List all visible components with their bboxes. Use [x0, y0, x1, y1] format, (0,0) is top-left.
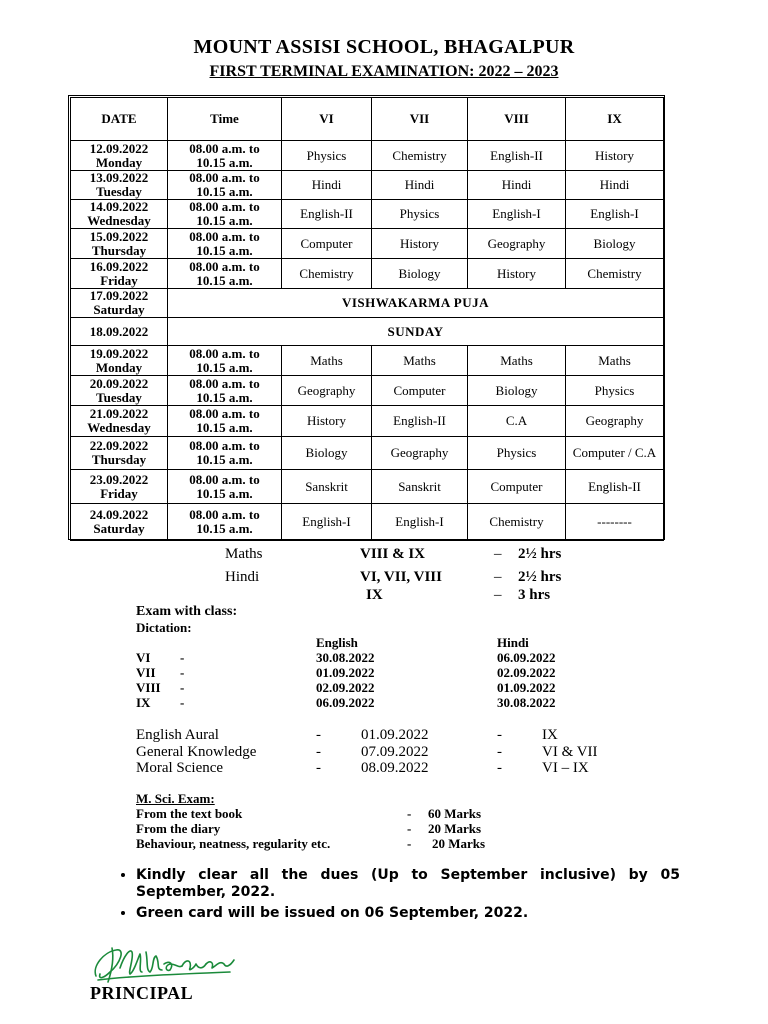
time-cell — [168, 229, 282, 259]
date-value: 23.09.2022 — [89, 471, 149, 487]
date-cell — [71, 229, 168, 259]
time-end: 10.15 a.m. — [196, 213, 253, 228]
time-start: 08.00 a.m. to — [189, 406, 260, 421]
subject-cell-vi: English-II — [282, 200, 372, 229]
subject-cell-vi: Sanskrit — [282, 470, 372, 504]
subject-cell-vii: Computer — [372, 376, 468, 406]
date-value: 24.09.2022 — [89, 507, 149, 522]
note-item: • Green card will be issued on 06 September, 2022. — [136, 905, 680, 922]
table-row — [71, 470, 664, 504]
time-cell — [168, 376, 282, 406]
time-end: 10.15 a.m. — [196, 485, 253, 501]
dictation-hindi: 30.08.2022 — [497, 695, 556, 710]
time-end: 10.15 a.m. — [196, 359, 253, 375]
subject-cell-vii: English-II — [372, 406, 468, 437]
date-cell — [71, 289, 168, 318]
subject-cell-vii: Chemistry — [372, 141, 468, 171]
time-cell — [168, 406, 282, 437]
msci-label: From the diary — [136, 821, 221, 836]
time-end: 10.15 a.m. — [196, 452, 253, 467]
time-cell — [168, 171, 282, 200]
date-cell — [71, 346, 168, 376]
date-value: 19.09.2022 — [89, 345, 149, 361]
subject-cell-vii: History — [372, 229, 468, 259]
other-exam-name: English Aural — [136, 727, 219, 743]
table-row — [71, 504, 664, 541]
duration-dash: – — [494, 569, 502, 585]
subject-cell-viii: Geography — [468, 229, 566, 259]
dictation-dash: - — [180, 695, 185, 710]
table-row — [71, 259, 664, 289]
subject-cell-vi: Geography — [282, 376, 372, 406]
time-end: 10.15 a.m. — [196, 242, 253, 258]
subject-cell-ix: Hindi — [566, 171, 664, 200]
date-cell — [71, 141, 168, 171]
subject-cell-ix: English-II — [566, 470, 664, 504]
subject-cell-vii: Hindi — [372, 171, 468, 200]
dictation-dash: - — [180, 650, 185, 665]
subject-cell-vi: Maths — [282, 346, 372, 376]
table-row — [71, 171, 664, 200]
msci-heading: M. Sci. Exam: — [136, 791, 215, 806]
date-cell — [71, 470, 168, 504]
class-exam-heading: Exam with class: — [136, 604, 238, 619]
subject-cell-vi: History — [282, 406, 372, 437]
msci-marks: 20 Marks — [428, 821, 482, 836]
duration-hours: 3 hrs — [518, 587, 551, 603]
time-start: 08.00 a.m. to — [189, 170, 260, 185]
dictation-label: Dictation: — [136, 620, 192, 635]
duration-dash: – — [494, 546, 502, 562]
date-cell — [71, 259, 168, 289]
dictation-cls: VIII — [136, 680, 161, 695]
english-column-label: English — [316, 635, 358, 650]
exam-schedule-table — [70, 97, 664, 541]
other-exam-classes: VI & VII — [542, 743, 598, 760]
other-exam-dash2: - — [497, 727, 502, 743]
day-value: Saturday — [93, 302, 145, 317]
msci-dash: - — [407, 836, 412, 851]
principal-label: PRINCIPAL — [90, 983, 194, 1003]
time-start: 08.00 a.m. to — [189, 375, 260, 391]
day-value: Saturday — [93, 521, 145, 536]
dictation-hindi: 02.09.2022 — [497, 665, 556, 680]
holiday-cell: SUNDAY — [168, 318, 664, 346]
time-cell — [168, 437, 282, 470]
other-exam-dash1: - — [316, 727, 321, 743]
other-exam-dash1: - — [316, 760, 321, 776]
table-header-row — [71, 98, 664, 141]
msci-dash: - — [407, 821, 412, 836]
other-exam-date: 07.09.2022 — [361, 743, 429, 760]
day-value: Wednesday — [87, 420, 151, 435]
day-value: Thursday — [91, 242, 147, 258]
school-title: MOUNT ASSISI SCHOOL, BHAGALPUR — [193, 36, 575, 58]
subject-cell-viii: C.A — [468, 406, 566, 437]
date-value: 12.09.2022 — [89, 140, 149, 156]
exam-title: FIRST TERMINAL EXAMINATION: 2022 – 2023 — [209, 63, 559, 80]
other-exam-name: General Knowledge — [136, 743, 257, 760]
other-exam-dash1: - — [316, 743, 321, 760]
subject-cell-ix: Biology — [566, 229, 664, 259]
date-value: 16.09.2022 — [89, 258, 149, 274]
subject-cell-viii: English-I — [468, 200, 566, 229]
other-exam-dash2: - — [497, 760, 502, 776]
subject-cell-viii: English-II — [468, 141, 566, 171]
subject-cell-vi: English-I — [282, 504, 372, 541]
time-start: 08.00 a.m. to — [189, 507, 260, 522]
date-value: 17.09.2022 — [89, 288, 149, 303]
holiday-cell: VISHWAKARMA PUJA — [168, 289, 664, 318]
subject-cell-vii: Maths — [372, 346, 468, 376]
duration-subject: Hindi — [225, 569, 260, 585]
other-exam-date: 01.09.2022 — [361, 727, 429, 743]
dictation-english: 06.09.2022 — [316, 695, 375, 710]
time-cell — [168, 470, 282, 504]
dictation-dash: - — [180, 680, 185, 695]
subject-cell-vii: English-I — [372, 504, 468, 541]
principal-signature — [90, 938, 240, 986]
subject-cell-vii: Geography — [372, 437, 468, 470]
hindi-column-label: Hindi — [497, 635, 529, 650]
table-row — [71, 200, 664, 229]
subject-cell-viii: Biology — [468, 376, 566, 406]
date-value: 20.09.2022 — [89, 375, 149, 391]
date-value: 15.09.2022 — [89, 228, 149, 244]
subject-cell-vi: Computer — [282, 229, 372, 259]
table-row — [71, 376, 664, 406]
day-value: Wednesday — [87, 213, 151, 228]
dictation-english: 02.09.2022 — [316, 680, 375, 695]
day-value: Monday — [95, 154, 143, 170]
other-exam-date: 08.09.2022 — [361, 760, 429, 776]
subject-cell-ix: Maths — [566, 346, 664, 376]
date-cell — [71, 171, 168, 200]
column-header: DATE — [71, 98, 168, 141]
day-value: Friday — [100, 272, 138, 288]
subject-cell-vi: Biology — [282, 437, 372, 470]
other-exam-name: Moral Science — [136, 760, 224, 776]
duration-hours: 2½ hrs — [518, 569, 562, 585]
time-start: 08.00 a.m. to — [189, 140, 260, 156]
date-cell — [71, 376, 168, 406]
other-exam-classes: VI – IX — [542, 760, 589, 776]
subject-cell-viii: Physics — [468, 437, 566, 470]
time-end: 10.15 a.m. — [196, 420, 253, 435]
duration-classes: IX — [366, 587, 383, 603]
date-value: 13.09.2022 — [89, 170, 149, 185]
subject-cell-ix: History — [566, 141, 664, 171]
time-start: 08.00 a.m. to — [189, 438, 260, 453]
note-item: • Kindly clear all the dues (Up to September inclusive) by 05 September, 2022. — [136, 867, 680, 901]
subject-cell-ix: English-I — [566, 200, 664, 229]
dictation-hindi: 01.09.2022 — [497, 680, 556, 695]
table-row — [71, 229, 664, 259]
date-cell — [71, 318, 168, 346]
msci-marks: 60 Marks — [428, 806, 482, 821]
time-start: 08.00 a.m. to — [189, 228, 260, 244]
duration-hours: 2½ hrs — [518, 546, 562, 562]
subject-cell-vi: Hindi — [282, 171, 372, 200]
date-value: 14.09.2022 — [89, 199, 149, 214]
subject-cell-vi: Physics — [282, 141, 372, 171]
time-start: 08.00 a.m. to — [189, 471, 260, 487]
time-cell — [168, 141, 282, 171]
date-cell — [71, 437, 168, 470]
date-cell — [71, 504, 168, 541]
duration-subject: Maths — [225, 546, 263, 562]
subject-cell-vii: Sanskrit — [372, 470, 468, 504]
time-start: 08.00 a.m. to — [189, 345, 260, 361]
date-value: 21.09.2022 — [89, 406, 149, 421]
date-cell — [71, 406, 168, 437]
msci-label: From the text book — [136, 806, 243, 821]
subject-cell-vii: Biology — [372, 259, 468, 289]
table-row — [71, 318, 664, 346]
day-value: Tuesday — [96, 184, 142, 199]
column-header: VI — [282, 98, 372, 141]
subject-cell-ix: Physics — [566, 376, 664, 406]
table-row — [71, 437, 664, 470]
time-end: 10.15 a.m. — [196, 184, 253, 199]
table-row — [71, 406, 664, 437]
time-end: 10.15 a.m. — [196, 521, 253, 536]
subject-cell-viii: History — [468, 259, 566, 289]
duration-classes: VIII & IX — [360, 546, 426, 562]
subject-cell-vi: Chemistry — [282, 259, 372, 289]
dictation-cls: IX — [136, 695, 151, 710]
subject-cell-ix: Geography — [566, 406, 664, 437]
msci-dash: - — [407, 806, 412, 821]
table-row — [71, 289, 664, 318]
time-cell — [168, 200, 282, 229]
other-exam-classes: IX — [542, 727, 558, 743]
time-end: 10.15 a.m. — [196, 389, 253, 405]
time-cell — [168, 259, 282, 289]
table-row — [71, 141, 664, 171]
dictation-cls: VII — [136, 665, 156, 680]
duration-classes: VI, VII, VIII — [360, 569, 442, 585]
subject-cell-viii: Chemistry — [468, 504, 566, 541]
dictation-english: 30.08.2022 — [316, 650, 375, 665]
column-header: VIII — [468, 98, 566, 141]
subject-cell-viii: Computer — [468, 470, 566, 504]
dictation-english: 01.09.2022 — [316, 665, 375, 680]
subject-cell-viii: Maths — [468, 346, 566, 376]
date-value: 22.09.2022 — [89, 438, 149, 453]
time-end: 10.15 a.m. — [196, 272, 253, 288]
time-start: 08.00 a.m. to — [189, 199, 260, 214]
other-exam-dash2: - — [497, 743, 502, 760]
duration-dash: – — [494, 587, 502, 603]
dictation-cls: VI — [136, 650, 151, 665]
msci-label: Behaviour, neatness, regularity etc. — [136, 836, 331, 851]
subject-cell-vii: Physics — [372, 200, 468, 229]
date-value: 18.09.2022 — [89, 323, 149, 339]
date-cell — [71, 200, 168, 229]
dictation-dash: - — [180, 665, 185, 680]
dictation-hindi: 06.09.2022 — [497, 650, 556, 665]
signature-ink-strokes — [95, 948, 234, 982]
column-header: Time — [168, 98, 282, 141]
msci-marks: 20 Marks — [432, 836, 486, 851]
notes-list — [110, 867, 680, 926]
time-start: 08.00 a.m. to — [189, 258, 260, 274]
time-cell — [168, 346, 282, 376]
day-value: Friday — [100, 485, 138, 501]
time-end: 10.15 a.m. — [196, 154, 253, 170]
subject-cell-ix: Computer / C.A — [566, 437, 664, 470]
subject-cell-ix: -------- — [566, 504, 664, 541]
subject-cell-ix: Chemistry — [566, 259, 664, 289]
column-header: IX — [566, 98, 664, 141]
table-row — [71, 346, 664, 376]
day-value: Thursday — [91, 452, 147, 467]
time-cell — [168, 504, 282, 541]
day-value: Tuesday — [96, 389, 142, 405]
column-header: VII — [372, 98, 468, 141]
subject-cell-viii: Hindi — [468, 171, 566, 200]
day-value: Monday — [95, 359, 143, 375]
